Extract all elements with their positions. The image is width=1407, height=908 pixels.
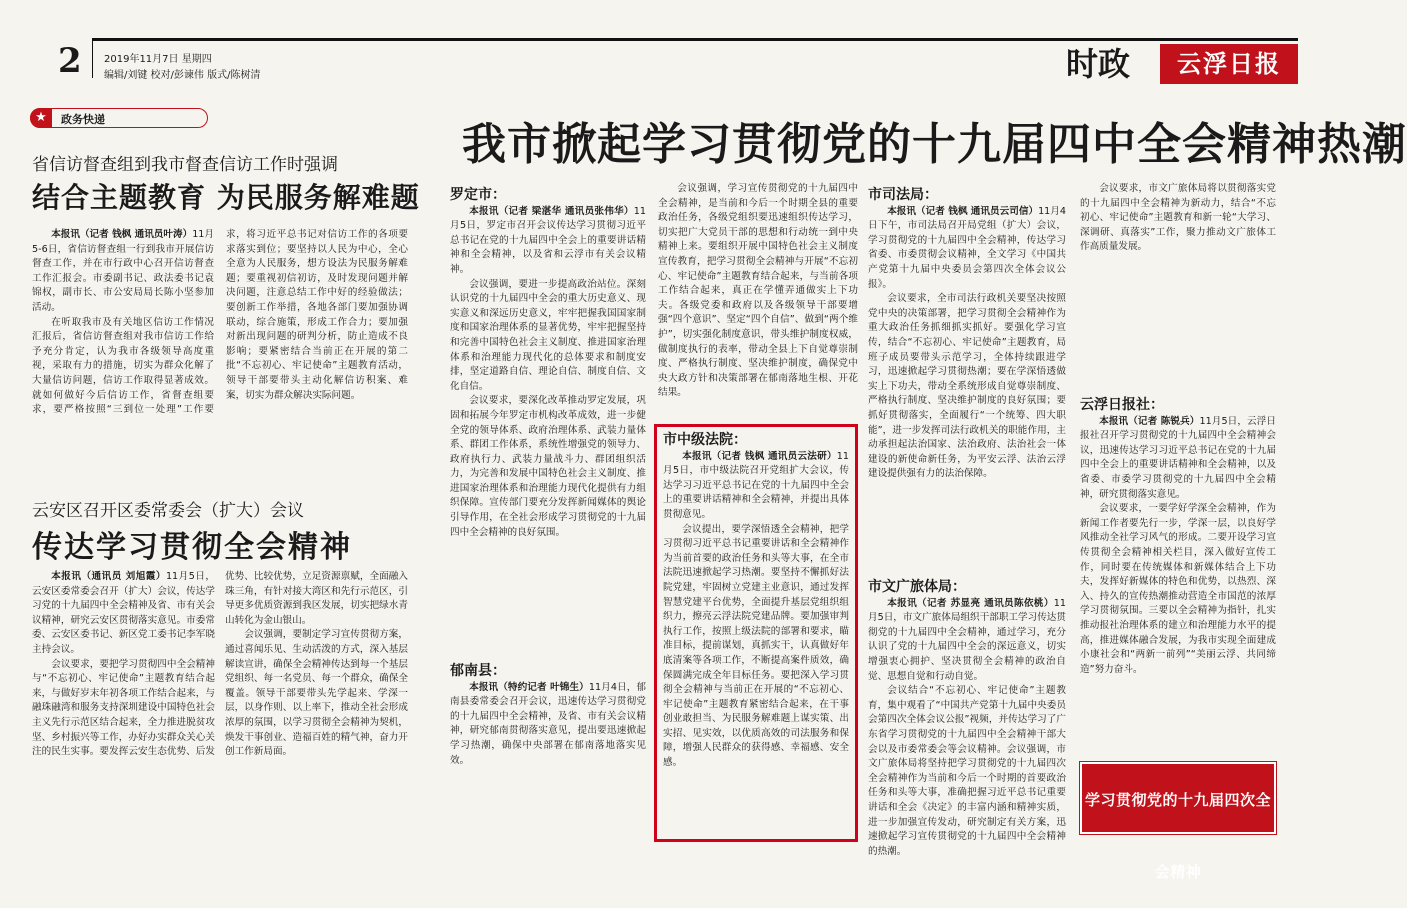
star-icon: ★ xyxy=(30,108,52,128)
luoding-heading: 罗定市： xyxy=(450,187,506,203)
yunan-paragraph: 会议强调，学习宣传贯彻党的十九届四中全会精神，是当前和今后一个时期全县的重要政治任务，各级党组织要迅速组织传达学习，切实把广大党员干部的思想和行动统一到中央精神上来。要组织开展中国特色社会主义制度宣传教育，把学习贯彻全会精神与开展“不忘初心、牢记使命”主题教育结合起来，与当前各项工作结合起来，真正在学懂弄通做实上下功夫。各级党委和政府以及各级领导干部要增强“四个意识”、坚定“四个自信”、做到“两个维护”，切实强化制度意识，带头维护制度权威，做制度执行的表率，带动全县上下自觉尊崇制度、严格执行制度、坚决维护制度，确保党中央大政方针和决策部署在郁南落地生根、开花结果。 xyxy=(658,183,858,399)
yunfu-daily-paragraph: 会议要求，一要学好学深全会精神，作为新闻工作者要先行一步，学深一层，以良好学风推动全社学习风气的形成。二要开设学习宣传贯彻全会精神相关栏目，深入做好宣传工作，同时要在传统媒体和新媒体结合上下功夫，发挥好新媒体的特色和优势，以热烈、深入、持久的宣传热潮推动营造全市国范的浓厚学习贯彻氛围。三要以全会精神为指针，扎实推动报社治理体系的建立和治理能力水平的提高，推进媒体融合发展，为我市实现全面建成小康社会和“两新一前列”“美丽云浮、共同缔造”努力奋斗。 xyxy=(1080,503,1276,675)
yunfu-daily-report xyxy=(1080,398,1276,758)
header-divider xyxy=(92,38,93,78)
culture-paragraph: 会议结合“不忘初心、牢记使命”主题教育，集中观看了“中国共产党第十九届中央委员会第四次全体会议公报”视频，并传达学习了广东省学习贯彻党的十九届四中全会精神干部大会以及市委常委会等会议精神。会议强调，市文广旅体局将坚持把学习贯彻党的十九届四次全会精神作为当前和今后一个时期的首要政治任务和头等大事，准确把握习近平总书记重要讲话和全会《决定》的丰富内涵和精神实质，进一步加强宣传发动，研究制定有关方案，迅速掀起学习宣传贯彻党的十九届四中全会精神的热潮。 xyxy=(868,685,1066,857)
editor-credits: 编辑/刘键 校对/彭谏伟 版式/陈树清 xyxy=(104,70,261,81)
issue-date: 2019年11月7日 星期四 xyxy=(104,54,212,65)
yunan-lead: 本报讯（特约记者 叶锦生） xyxy=(469,681,589,693)
luoding-paragraph: 会议要求，要深化改革推动罗定发展，巩固和拓展今年罗定市机构改革成效，进一步健全党的领导体系、政府治理体系、武装力量体系、群团工作体系，系统性增强党的领导力、政府执行力、武装力量战斗力、群团组织活力，为完善和发展中国特色社会主义制度、推进国家治理体系和治理能力现代化提供有力组织保障。宣传部门要充分发挥新闻媒体的舆论引导作用，在全社会形成学习贯彻党的十九届四中全会精神的良好氛围。 xyxy=(450,395,646,538)
article2-body xyxy=(32,570,408,838)
culture-heading: 市文广旅体局： xyxy=(868,579,966,595)
article1-lead: 本报讯（记者 钱枫 通讯员叶涛） xyxy=(51,229,193,240)
yunan-report xyxy=(450,664,646,844)
luoding-lead: 本报讯（记者 梁湛华 通讯员张伟华） xyxy=(469,205,634,217)
tag-label: 政务快递 xyxy=(61,113,105,126)
slogan-banner: 学习贯彻党的十九届四次全会精神 xyxy=(1080,762,1276,834)
culture-paragraph: 11月5日，市文广旅体局组织干部职工学习传达贯彻党的十九届四中全会精神，通过学习，充分认识了党的十九届四中全会的深远意义，切实增强衷心拥护、坚决贯彻全会精神的政治自觉、思想自觉和行动自觉。 xyxy=(868,597,1066,682)
yunfu-daily-heading: 云浮日报社： xyxy=(1080,397,1164,413)
yunan-continuation xyxy=(658,182,858,408)
article2-paragraph: 11月5日，云安区委常委会召开（扩大）会议，传达学习党的十九届四中全会精神及省、市有关会议精神，研究云安区贯彻落实意见。市委常委、云安区委书记、新区党工委书记李军晓主持会议。 xyxy=(32,571,216,655)
justice-heading: 市司法局： xyxy=(868,187,938,203)
article1-paragraph: 11月5-6日，省信访督查组一行到我市开展信访督查工作，并在市行政中心召开信访督查工作汇报会。市委副书记、政法委书记袁锦权，副市长、市公安局局长陈小坚参加活动。 xyxy=(32,229,214,313)
article1-kicker: 省信访督查组到我市督查信访工作时强调 xyxy=(32,155,338,175)
main-headline: 我市掀起学习贯彻党的十九届四中全会精神热潮 xyxy=(462,119,1407,170)
court-report-box xyxy=(654,424,858,842)
article1-title: 结合主题教育 为民服务解难题 xyxy=(32,181,420,214)
luoding-paragraph: 会议强调，要进一步提高政治站位。深刻认识党的十九届四中全会的重大历史意义、现实意义和深远历史意义，牢牢把握我国国家制度和国家治理体系的显著优势，牢牢把握坚持和完善中国特色社会主义制度、推进国家治理体系和治理能力现代化的总体要求和制度安排，坚定道路自信、理论自信、制度自信、文化自信。 xyxy=(450,278,646,392)
article2-lead: 本报讯（通讯员 刘旭霞） xyxy=(51,571,166,582)
luoding-paragraph: 11月5日，罗定市召开会议传达学习贯彻习近平总书记在党的十九届四中全会上的重要讲话精神和全会精神，以及省和云浮市有关会议精神。 xyxy=(450,205,646,275)
court-paragraph: 11月5日，市中级法院召开党组扩大会议，传达学习习近平总书记在党的十九届四中全会上的重要讲话精神和全会精神，并提出具体贯彻意见。 xyxy=(663,450,849,520)
yunan-heading: 郁南县： xyxy=(450,663,506,679)
article2-paragraph: 会议强调，要制定学习宣传贯彻方案，通过喜闻乐见、生动活泼的方式，深入基层解读宣讲，确保全会精神传达到每一个基层党组织、每一名党员、每一个群众，确保全覆盖。领导干部要带头先学起来、学深一层，以身作则、以上率下，推动全社会形成浓厚的氛围，以学习贯彻全会精神为契机，焕发干事创业、造福百姓的精气神，奋力开创工作新局面。 xyxy=(225,629,408,758)
article2-kicker: 云安区召开区委常委会（扩大）会议 xyxy=(32,501,304,521)
culture-paragraph: 会议要求，市文广旅体局将以贯彻落实党的十九届四中全会精神为新动力，结合“不忘初心、牢记使命”主题教育和新一轮“大学习、深调研、真落实”工作，聚力推动文广旅体工作高质量发展。 xyxy=(1080,183,1276,253)
luoding-report xyxy=(450,188,646,648)
court-lead: 本报讯（记者 钱枫 通讯员云法研） xyxy=(682,450,837,462)
justice-paragraph: 11月4日下午，市司法局召开局党组（扩大）会议，学习贯彻党的十九届四中全会精神，传达学习省委、市委贯彻会议精神，全文学习《中国共产党第十九届中央委员会第四次全体会议公报》。 xyxy=(868,205,1067,290)
yunfu-daily-lead: 本报讯（记者 陈锐兵） xyxy=(1099,415,1200,427)
court-heading: 市中级法院： xyxy=(663,432,747,448)
article1-paragraph: 在听取我市及有关地区信访工作情况汇报后，省信访督查组对我市信访工作给予充分肯定，认为我市各级领导高度重视，采取有力的措施，切实为群众化解了大量信访问题，信访工作取得显著成效。就如何做好今后信访工作，省督查组要求，要严格按照“三到位一处理”工作要求，将习近平总书记对信访工作的各项要求落实到位；要坚持以人民为中心，全心全意为人民服务，想方设法为民服务解难题；要重视初信初访，及时发现问题并解决问题，注意总结工作中好的经验做法；要创新工作举措，各地各部门要加强协调联动，综合施策，形成工作合力；要加强对新出现问题的研判分析，防止造成不良影响；要紧密结合当前正在开展的第二批“不忘初心、牢记使命”主题教育活动，领导干部要带头主动化解信访积案、难案，切实为群众解决实际问题。 xyxy=(32,229,408,416)
article2-title: 传达学习贯彻全会精神 xyxy=(32,530,352,565)
yunfu-daily-paragraph: 11月5日，云浮日报社召开学习贯彻党的十九届四中全会精神会议，迅速传达学习习近平总书记在党的十九届四中全会上的重要讲话精神和全会精神，以及省委、市委学习贯彻党的十九届四中全会精神，研究贯彻落实意见。 xyxy=(1080,415,1277,500)
masthead-logo: 云浮日报 xyxy=(1160,44,1298,84)
article1-body xyxy=(32,228,408,454)
article2-paragraph: 会议要求，要把学习贯彻四中全会精神与“不忘初心、牢记使命”主题教育结合起来，与做好岁末年初各项工作结合起来，与融珠融湾和服务支持深圳建设中国特色社会主义先行示范区结合起来，全力推进脱贫攻坚、乡村振兴等工作，办好办实群众关心关注的民生实事。要发挥云安生态优势、后发优势、比较优势，立足资源禀赋，全面融入珠三角，有针对接大湾区和先行示范区，引导更多优质资源到我区发展，切实把绿水青山转化为金山银山。 xyxy=(32,571,408,758)
culture-lead: 本报讯（记者 苏显亮 通讯员陈依桃） xyxy=(887,597,1054,609)
court-paragraph: 会议提出，要学深悟透全会精神，把学习贯彻习近平总书记重要讲话和全会精神作为当前首要的政治任务和头等大事，在全市法院迅速掀起学习热潮。要坚持不懈抓好法院党建，牢固树立党建主业意识，通过发挥智慧党建平台优势，全面提升基层党组织组织力，擦亮云浮法院党建品牌。要加强审判执行工作，按照上级法院的部署和要求，瞄准目标，提前谋划，真抓实干，认真做好年底清案等各项工作，不断提高案件质效，确保圆满完成全年目标任务。要把深入学习贯彻全会精神与当前正在开展的“不忘初心、牢记使命”主题教育紧密结合起来，在干事创业敢担当、为民服务解难题上谋实策、出实招、见实效，以优质高效的司法服务和保障，增强人民群众的获得感、幸福感、安全感。 xyxy=(663,523,849,769)
culture-report xyxy=(868,579,1066,857)
justice-lead: 本报讯（记者 钱枫 通讯员云司信） xyxy=(887,205,1039,217)
culture-continuation xyxy=(1080,182,1276,392)
news-brief-tag xyxy=(30,108,208,128)
section-name: 时政 xyxy=(1066,45,1131,83)
justice-paragraph: 会议要求，全市司法行政机关要坚决按照党中央的决策部署，把学习贯彻全会精神作为重大政治任务抓细抓实抓好。要强化学习宣传，结合“不忘初心、牢记使命”主题教育，局班子成员要带头示范学习，全体持续跟进学习，迅速掀起学习贯彻热潮；要在学深悟透做实上下功夫，带动全系统形成自觉尊崇制度、严格执行制度、坚决维护制度的良好氛围；要抓好贯彻落实，全面履行“一个统筹、四大职能”，进一步发挥司法行政机关的职能作用，主动承担起法治国家、法治政府、法治社会一体建设的新使命新任务，为平安云浮、法治云浮建设提供强有力的法治保障。 xyxy=(868,293,1066,480)
justice-report xyxy=(868,188,1066,580)
page-number: 2 xyxy=(58,41,82,81)
top-rule xyxy=(92,38,1298,41)
yunan-paragraph: 11月4日，郁南县委常委会召开会议，迅速传达学习贯彻党的十九届四中全会精神，及省、市有关会议精神，研究郁南贯彻落实意见，提出要迅速掀起学习热潮，确保中央部署在郁南落地落实见效。 xyxy=(450,681,647,766)
